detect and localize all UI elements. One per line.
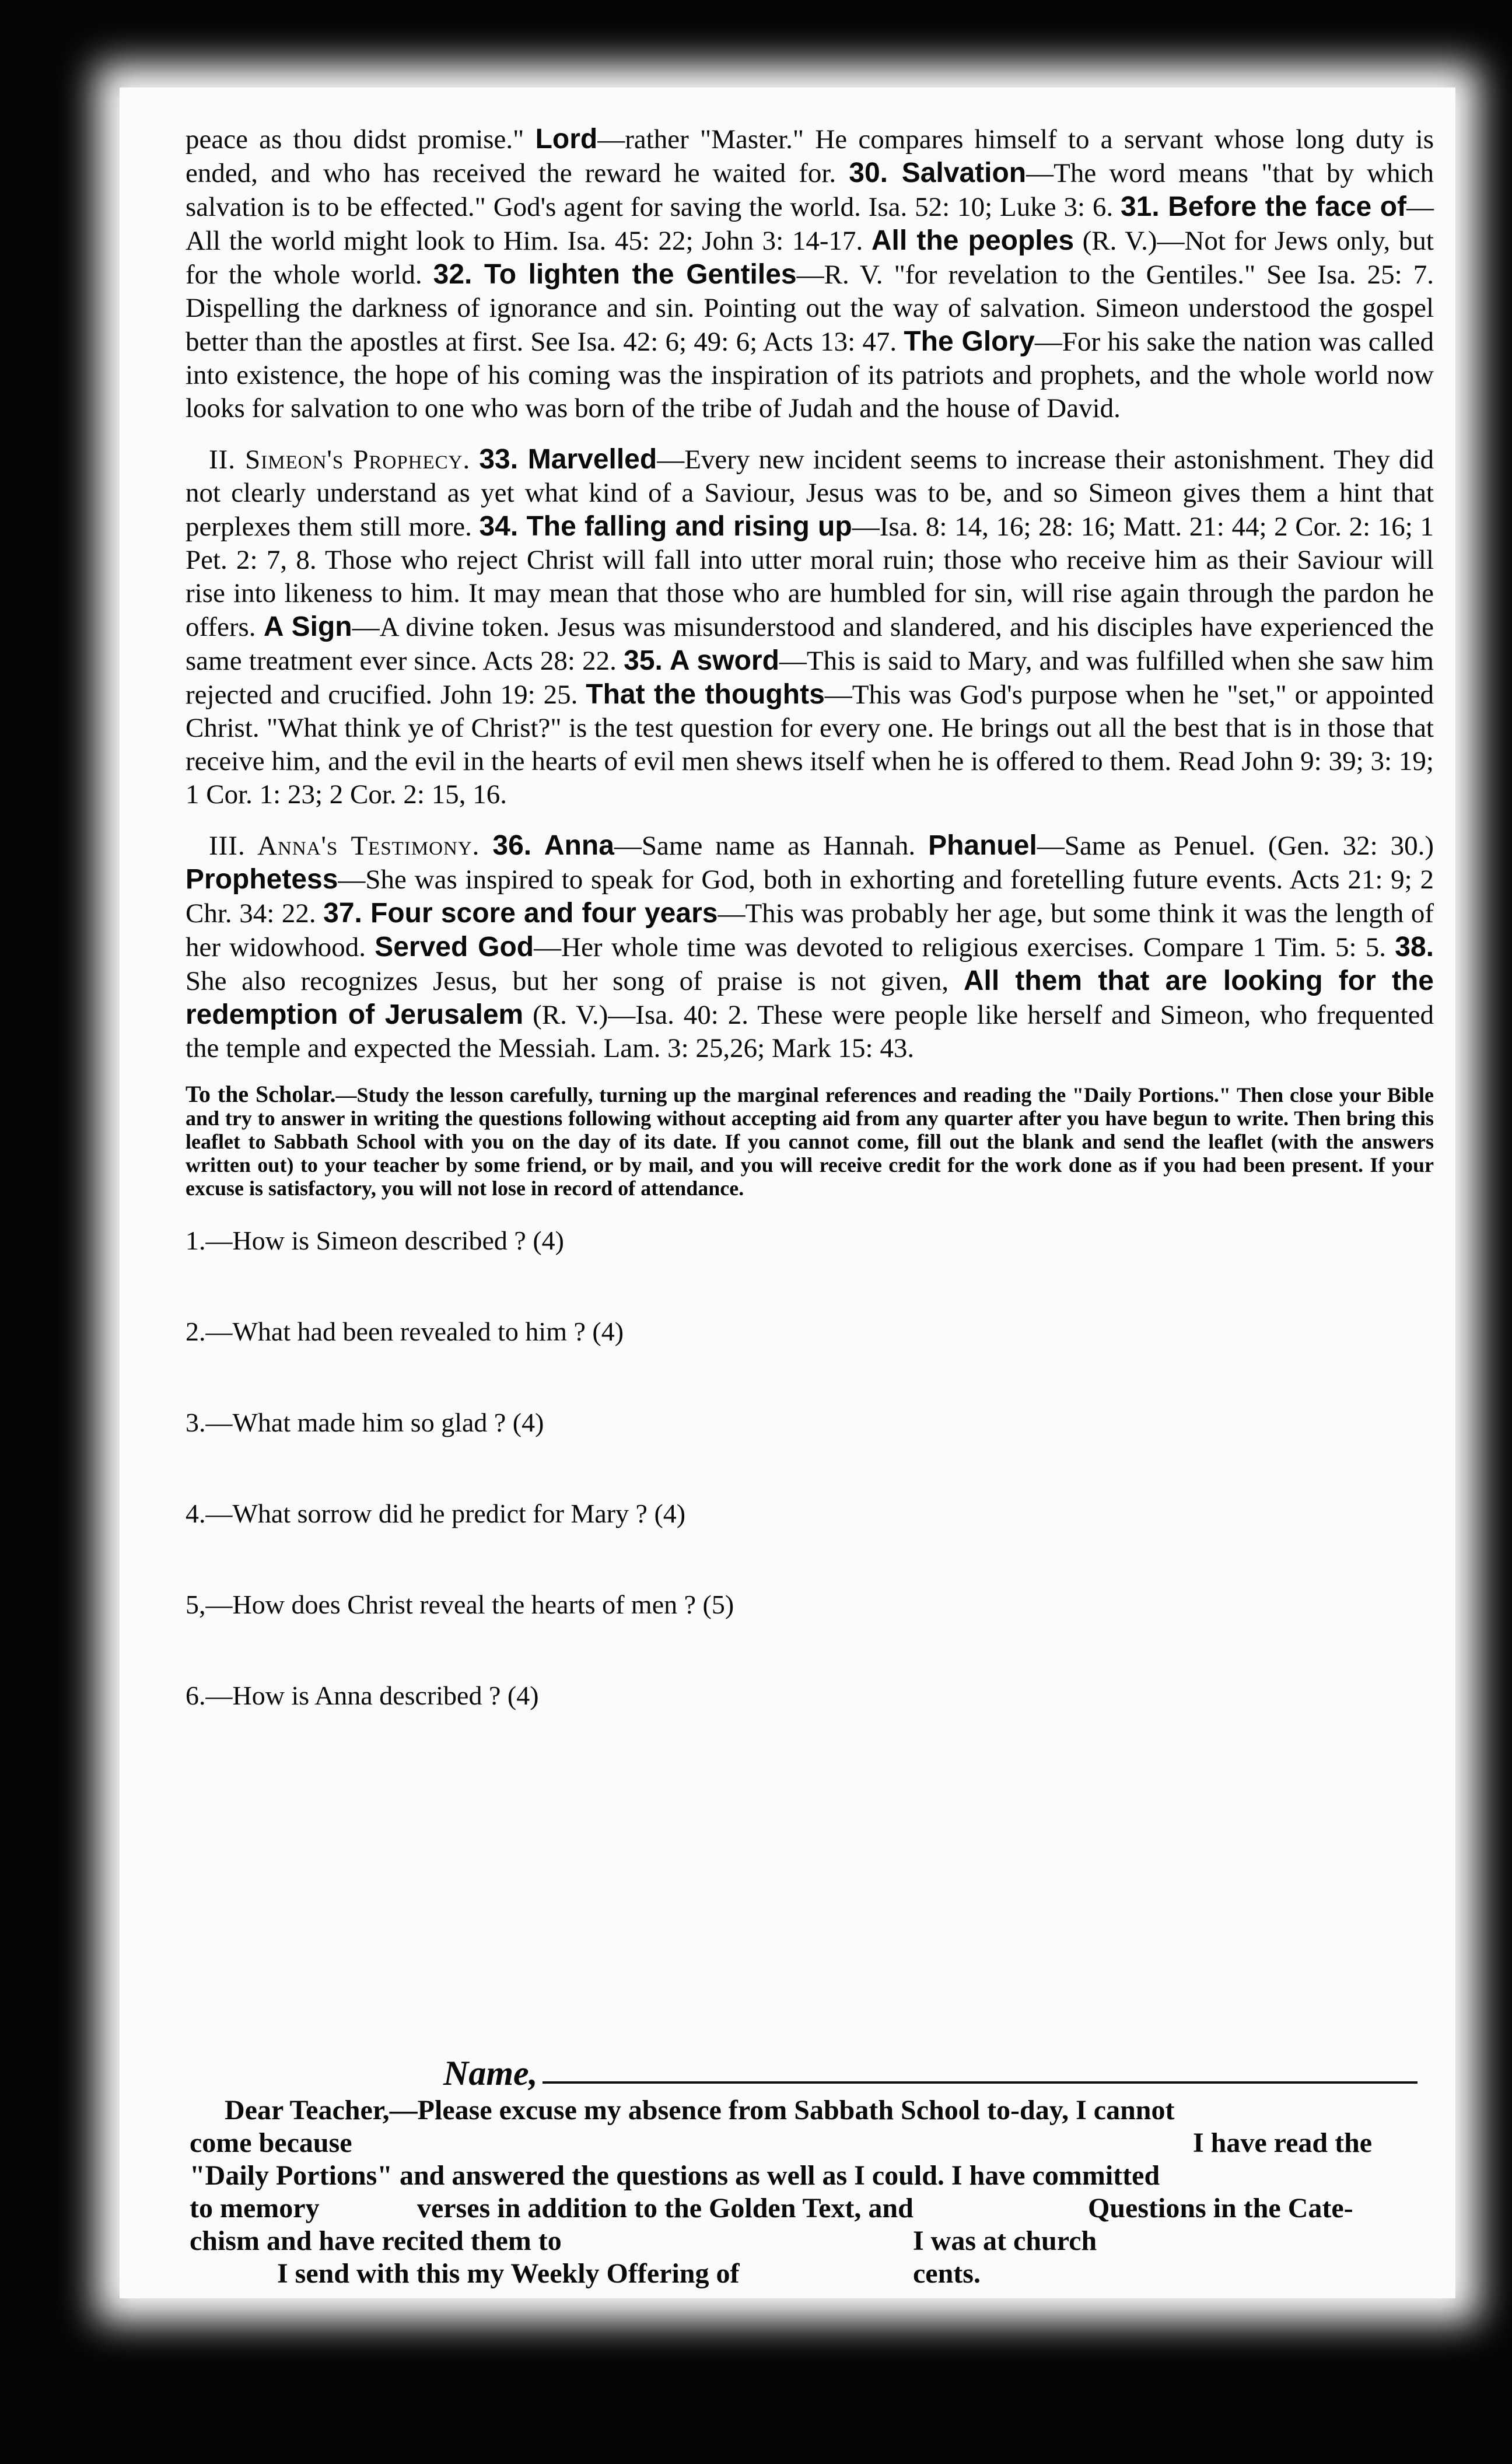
question-5: 5,—How does Christ reveal the hearts of men ? (5) <box>186 1590 734 1619</box>
question-6: 6.—How is Anna described ? (4) <box>186 1681 539 1710</box>
note-text: "Daily Portions" and answered the questions as well as I could. I have committed <box>190 2160 1160 2191</box>
text: —Her whole time was devoted to religious exercises. Compare 1 Tim. 5: 5. <box>534 932 1395 963</box>
note-line-6 <box>190 2258 1426 2290</box>
keyword: Prophetess <box>186 864 338 895</box>
text: —This was God's purpose when he "set," or appointed Christ. "What think ye of Christ?" is the test question for every one. He brings out all the best that is in those that receive him, and the evil in the hearts of evil men shews itself when he is offered to them. Read John 9: 39; 3: 19; 1 Cor. 1: 23; 2 Cor. 2: 15, 16. <box>186 680 1434 810</box>
keyword: 36. Anna <box>492 830 614 861</box>
text: —The word means "that by which salvation is to be effected." God's agent for saving the world. Isa. 52: 10; Luke 3: 6. <box>186 158 1434 222</box>
question-4: 4.—What sorrow did he predict for Mary ? (4) <box>186 1499 686 1528</box>
keyword: 31. Before the face of <box>1121 191 1407 222</box>
text: (R. V.)—Isa. 40: 2. These were people like herself and Simeon, who frequented the temple and expected the Messiah. Lam. 3: 25,26; Mark 15: 43. <box>186 1000 1434 1063</box>
keyword: All them that are looking for the redemption of Jerusalem <box>186 965 1434 1030</box>
text: —Same name as Hannah. <box>614 831 929 861</box>
scholar-instructions <box>186 1083 1434 1200</box>
text: —For his sake the nation was called into existence, the hope of his coming was the inspiration of its patriots and prophets, and the whole world now looks for salvation to one who was born of the tribe of Judah and the house of David. <box>186 327 1434 424</box>
text: —R. V. "for revelation to the Gentiles." See Isa. 25: 7. Dispelling the darkness of ignorance and sin. Pointing out the way of salvation. Simeon understood the gospel better than the apostles at first. See Isa. 42: 6; 49: 6; Acts 13: 47. <box>186 260 1434 357</box>
commentary-paragraph-annas-testimony <box>186 829 1434 1065</box>
note-text: verses in addition to the Golden Text, and <box>417 2193 914 2224</box>
text: —Same as Penuel. (Gen. 32: 30.) <box>1037 831 1434 861</box>
note-line-3 <box>190 2160 1426 2192</box>
keyword: 34. The falling and rising up <box>479 511 852 542</box>
note-text: cents. <box>913 2258 981 2289</box>
note-line-4 <box>190 2192 1426 2225</box>
note-text: Questions in the Cate- <box>1088 2193 1353 2224</box>
question-2: 2.—What had been revealed to him ? (4) <box>186 1317 624 1346</box>
scholar-text: —Study the lesson carefully, turning up the marginal references and reading the "Daily Portions." Then close your Bible and try to answer in writing the questions following without accepting aid from any quarter after you have begun to write. Then bring this leaflet to Sabbath School with you on the day of its date. If you cannot come, fill out the blank and send the leaflet (with the answers written out) to your teacher by some friend, or by mail, and you will receive credit for the work done as if you had been present. If your excuse is satisfactory, you will not lose in record of attendance. <box>186 1083 1434 1200</box>
note-text: chism and have recited them to <box>190 2225 562 2256</box>
text: —This was probably her age, but some think it was the length of her widowhood. <box>186 898 1434 963</box>
text: —She was inspired to speak for God, both in exhorting and foretelling future events. Acts 21: 9; 2 Chr. 34: 22. <box>186 864 1434 929</box>
note-line-2 <box>190 2127 1426 2160</box>
text: —rather "Master." He compares himself to a servant whose long duty is ended, and who has received the reward he waited for. <box>186 124 1434 188</box>
text: She also recognizes Jesus, but her song of praise is not given, <box>186 966 964 996</box>
note-text: Dear Teacher,—Please excuse my absence from Sabbath School to-day, I cannot <box>225 2095 1175 2126</box>
text: —Every new incident seems to increase their astonishment. They did not clearly understand as yet what kind of a Saviour, Jesus was to be, and so Simeon gives them a hint that perplexes them still more. <box>186 444 1434 542</box>
keyword: Lord <box>535 124 598 155</box>
keyword: Served God <box>374 932 534 963</box>
note-text: I send with this my Weekly Offering of <box>277 2258 740 2289</box>
note-text: I was at church <box>913 2225 1097 2256</box>
keyword: A Sign <box>263 611 352 642</box>
note-text: I have read the <box>1193 2127 1373 2158</box>
keyword: That the thoughts <box>586 679 825 710</box>
question-list <box>186 1223 1434 1769</box>
keyword: 32. To lighten the Gentiles <box>433 259 797 290</box>
absence-note <box>190 2094 1426 2290</box>
keyword: 37. Four score and four years <box>323 898 718 929</box>
note-text: to memory <box>190 2193 320 2224</box>
text: peace as thou didst promise." <box>186 124 536 155</box>
keyword: The Glory <box>904 326 1035 357</box>
note-line-1 <box>190 2094 1426 2127</box>
text: —This is said to Mary, and was fulfilled when she saw him rejected and crucified. John 19: 25. <box>186 646 1434 710</box>
section-heading: II. Simeon's Prophecy. <box>209 444 471 475</box>
question-3: 3.—What made him so glad ? (4) <box>186 1408 544 1437</box>
text: (R. V.)—Not for Jews only, but for the whole world. <box>186 226 1434 290</box>
lesson-commentary <box>186 123 1434 1769</box>
text: —A divine token. Jesus was misunderstood and slandered, and his disciples have experienced the same treatment ever since. Acts 28: 22. <box>186 612 1434 676</box>
question-1: 1.—How is Simeon described ? (4) <box>186 1226 564 1255</box>
note-text: come because <box>190 2127 352 2158</box>
keyword: 30. Salvation <box>849 158 1027 188</box>
keyword: 38. <box>1395 932 1434 963</box>
keyword: 33. Marvelled <box>479 444 657 475</box>
keyword: Phanuel <box>928 830 1037 861</box>
scholar-heading: To the Scholar. <box>186 1081 336 1107</box>
text: —Isa. 8: 14, 16; 28: 16; Matt. 21: 44; 2 Cor. 2: 16; 1 Pet. 2: 7, 8. Those who reject Christ will fall into utter moral ruin; those who receive him as their Saviour will rise into likeness to him. It may mean that those who are humbled for sin, will rise again through the pardon he offers. <box>186 512 1434 642</box>
note-line-5 <box>190 2225 1426 2258</box>
keyword: All the peoples <box>871 225 1074 256</box>
section-heading: III. Anna's Testimony. <box>209 831 480 861</box>
name-label: Name, <box>443 2054 538 2092</box>
text: —All the world might look to Him. Isa. 45: 22; John 3: 14-17. <box>186 192 1434 256</box>
name-blank-line[interactable] <box>542 2081 1418 2084</box>
keyword: 35. A sword <box>624 645 779 676</box>
commentary-paragraph-1 <box>186 123 1434 425</box>
commentary-paragraph-simeons-prophecy <box>186 443 1434 811</box>
